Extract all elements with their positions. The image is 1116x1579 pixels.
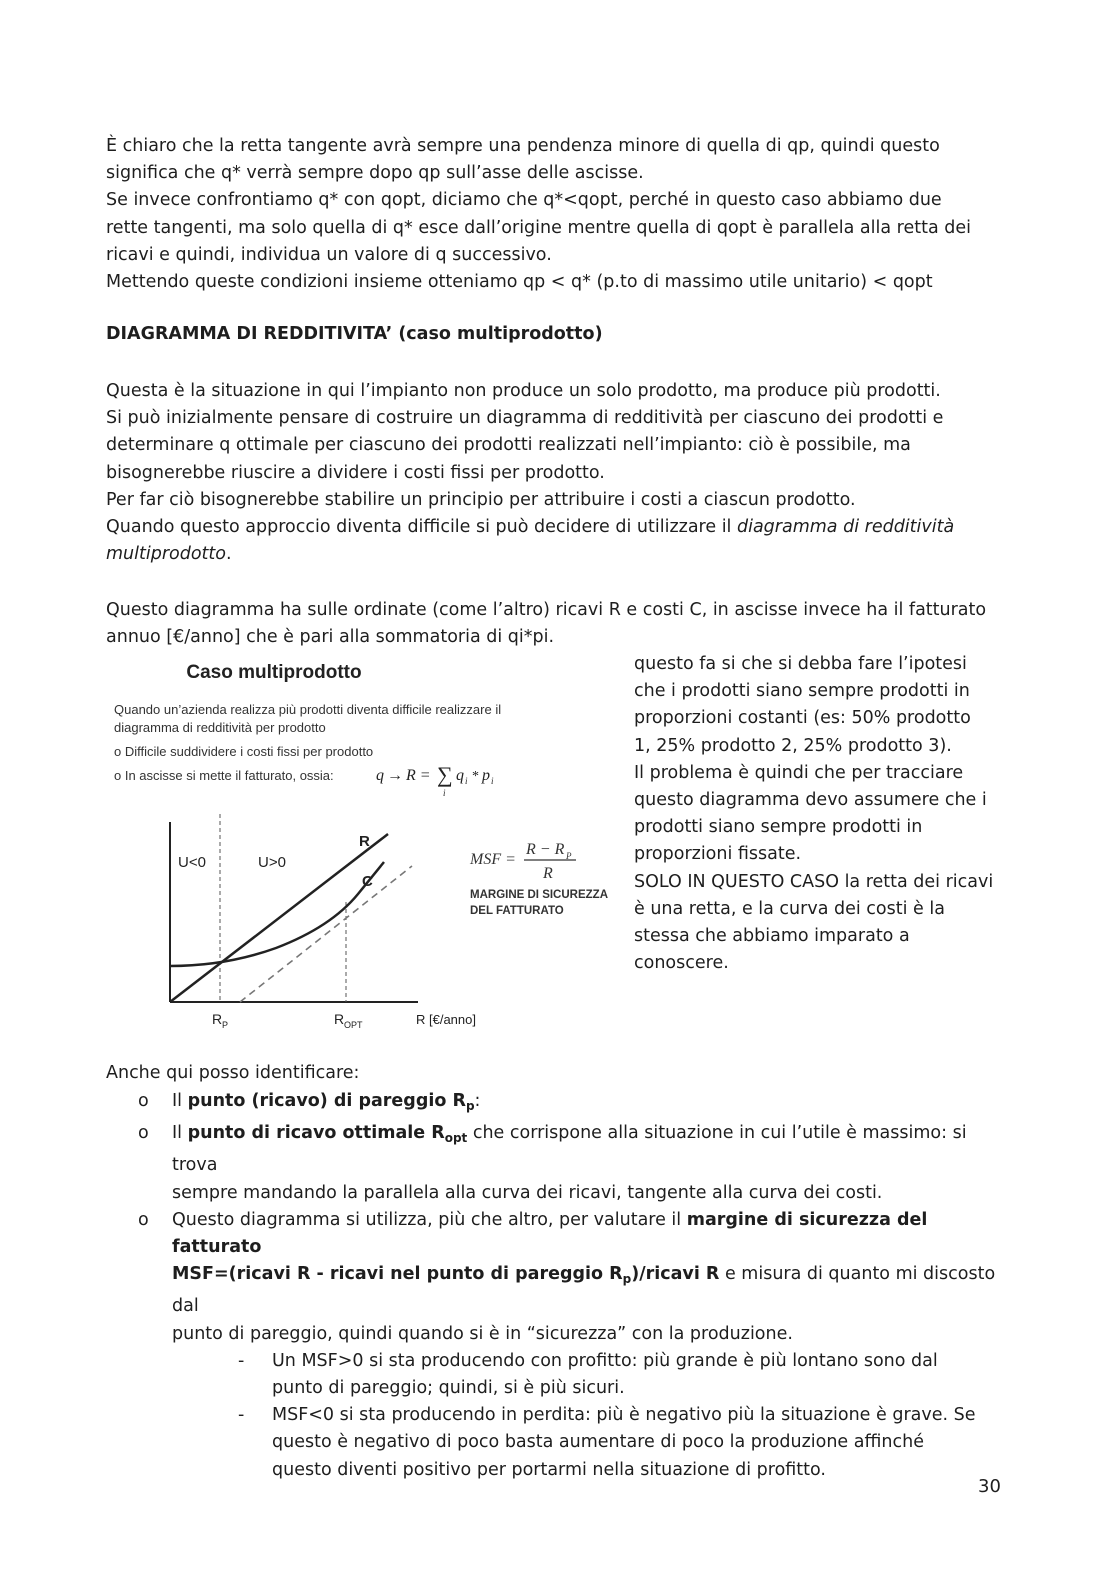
msf-caption: DEL FATTURATO bbox=[470, 905, 564, 917]
text-run: e misura di quanto mi discosto dal bbox=[172, 1264, 996, 1317]
msf-denominator: R bbox=[543, 865, 553, 882]
text-line bbox=[106, 541, 1006, 568]
text-run: Quando questo approccio diventa difficile si può decidere di utilizzare il bbox=[106, 517, 737, 538]
bold-term: )/ricavi R bbox=[631, 1264, 720, 1285]
bullet-marker: o bbox=[138, 1091, 149, 1111]
multiproduct-paragraph bbox=[106, 378, 1006, 568]
revenue-line-label: R bbox=[359, 833, 370, 850]
figure-bullet: o In ascisse si mette il fatturato, ossia: bbox=[114, 768, 334, 783]
figure-desc-line: Quando un’azienda realizza più prodotti diventa difficile realizzare il bbox=[114, 702, 502, 717]
text-line: Il problema è quindi che per tracciare bbox=[634, 762, 964, 783]
bullet-marker: o bbox=[138, 1123, 149, 1144]
text-line: SOLO IN QUESTO CASO la retta dei ricavi bbox=[634, 871, 994, 892]
text-line: determinare q ottimale per ciascuno dei prodotti realizzati nell’impianto: ciò è possibile, ma bbox=[106, 435, 911, 456]
formula-q: q bbox=[376, 767, 384, 784]
tangent-dashed-line bbox=[240, 866, 412, 1002]
msf-numerator: R − R bbox=[526, 841, 565, 858]
text-line: Per far ciò bisognerebbe stabilire un principio per attribuire i costi a ciascun prodotto. bbox=[106, 489, 856, 510]
text-line: Se invece confrontiamo q* con qopt, diciamo che q*<qopt, perché in questo caso abbiamo due bbox=[106, 190, 942, 211]
text-line: rette tangenti, ma solo quella di q* esce dall’origine mentre quella di qopt è parallela alla retta dei bbox=[106, 217, 971, 238]
text-line: che i prodotti siano sempre prodotti in bbox=[634, 681, 970, 702]
text-run: . bbox=[225, 544, 232, 565]
text-run: Il bbox=[172, 1091, 188, 1111]
msf-numerator-subscript: P bbox=[566, 851, 572, 861]
figure-title: Caso multiprodotto bbox=[186, 662, 362, 683]
text-line: bisognerebbe riuscire a dividere i costi fissi per prodotto. bbox=[106, 462, 605, 483]
dash-marker: - bbox=[238, 1350, 245, 1371]
formula-pi: p bbox=[482, 767, 490, 784]
subscript: p bbox=[622, 1272, 632, 1287]
figure-bullet: o Difficile suddividere i costi fissi per prodotto bbox=[114, 744, 374, 759]
formula-arrow: → bbox=[387, 767, 403, 784]
text-line: proporzioni costanti (es: 50% prodotto bbox=[634, 708, 971, 729]
text-line: proporzioni fissate. bbox=[634, 844, 802, 865]
figure-desc-line: diagramma di redditività per prodotto bbox=[114, 720, 326, 735]
text-line: stessa che abbiamo imparato a bbox=[634, 926, 910, 947]
text-run: Il bbox=[172, 1123, 188, 1144]
formula-qi: q bbox=[456, 767, 464, 784]
x-tick-subscript: P bbox=[222, 1020, 229, 1030]
text-line: annuo [€/anno] che è pari alla sommatoria di qi*pi. bbox=[106, 627, 555, 648]
text-line: è una retta, e la curva dei costi è la bbox=[634, 898, 945, 919]
subscript: p bbox=[465, 1099, 475, 1113]
formula-subscript: i bbox=[491, 776, 494, 786]
side-paragraph bbox=[634, 651, 1014, 977]
bold-term: punto di ricavo ottimale R bbox=[187, 1123, 445, 1144]
msf-caption: MARGINE DI SICUREZZA bbox=[470, 889, 608, 901]
bold-term: MSF=(ricavi R - ricavi nel punto di pareggio R bbox=[172, 1264, 623, 1285]
italic-term: multiprodotto bbox=[106, 544, 226, 565]
profit-region-label: U>0 bbox=[258, 854, 286, 871]
text-line bbox=[106, 514, 1006, 541]
text-line: significa che q* verrà sempre dopo qp sull’asse delle ascisse. bbox=[106, 163, 644, 184]
loss-region-label: U<0 bbox=[178, 854, 206, 871]
revenue-formula bbox=[376, 762, 494, 798]
text-line: conoscere. bbox=[634, 953, 729, 974]
x-tick-subscript: OPT bbox=[344, 1020, 363, 1030]
text-line: Questo diagramma ha sulle ordinate (come l’altro) ricavi R e costi C, in ascisse invece ha il fatturato bbox=[106, 600, 987, 620]
text-line: MSF<0 si sta producendo in perdita: più è negativo più la situazione è grave. Se bbox=[272, 1405, 976, 1426]
italic-term: diagramma di redditività bbox=[736, 517, 955, 538]
bullet-list bbox=[134, 1088, 1014, 1484]
text-line: Un MSF>0 si sta producendo con profitto: più grande è più lontano sono dal bbox=[272, 1350, 938, 1371]
list-intro: Anche qui posso identificare: bbox=[106, 1063, 360, 1083]
text-line: questo diagramma devo assumere che i bbox=[634, 790, 987, 811]
text-line: ricavi e quindi, individua un valore di q successivo. bbox=[106, 244, 552, 265]
text-run: che corrispone alla situazione in cui l’utile è massimo: si trova bbox=[172, 1123, 967, 1176]
text-line: punto di pareggio, quindi quando si è in “sicurezza” con la produzione. bbox=[172, 1323, 793, 1344]
text-line: sempre mandando la parallela alla curva dei ricavi, tangente alla curva dei costi. bbox=[172, 1182, 883, 1203]
page-number: 30 bbox=[978, 1476, 1001, 1497]
x-tick-breakeven: R bbox=[212, 1011, 223, 1027]
axes-paragraph bbox=[106, 597, 1006, 651]
formula-r: R = bbox=[406, 767, 431, 784]
sub-list-item bbox=[134, 1402, 1014, 1484]
text-line: prodotti siano sempre prodotti in bbox=[634, 817, 923, 838]
bullet-marker: o bbox=[138, 1209, 149, 1230]
text-run: : bbox=[474, 1091, 481, 1111]
msf-lhs: MSF = bbox=[470, 851, 516, 868]
cost-curve bbox=[170, 862, 384, 966]
bold-term: punto (ricavo) di pareggio R bbox=[187, 1091, 466, 1111]
text-line: Mettendo queste condizioni insieme otteniamo qp < q* (p.to di massimo utile unitario) < qopt bbox=[106, 272, 933, 293]
formula-sum-index: i bbox=[443, 788, 446, 798]
text-line: Si può inizialmente pensare di costruire un diagramma di redditività per ciascuno dei prodotti e bbox=[106, 408, 944, 429]
list-item bbox=[134, 1207, 1014, 1348]
text-line: questo è negativo di poco basta aumentare di poco la produzione affinché bbox=[272, 1432, 924, 1453]
dash-marker: - bbox=[238, 1405, 245, 1426]
text-line: È chiaro che la retta tangente avrà sempre una pendenza minore di quella di qp, quindi questo bbox=[106, 136, 940, 156]
list-item bbox=[134, 1088, 1014, 1120]
cost-curve-label: C bbox=[362, 873, 373, 890]
text-line: 1, 25% prodotto 2, 25% prodotto 3). bbox=[634, 735, 952, 756]
formula-subscript: i bbox=[465, 776, 468, 786]
subscript: opt bbox=[444, 1131, 468, 1146]
list-item bbox=[134, 1120, 1014, 1207]
intro-paragraph bbox=[106, 133, 1006, 296]
text-line: punto di pareggio; quindi, si è più sicuri. bbox=[272, 1378, 625, 1399]
text-line: questo diventi positivo per portarmi nella situazione di profitto. bbox=[272, 1459, 826, 1480]
formula-sum: ∑ bbox=[437, 762, 453, 787]
text-run: Questo diagramma si utilizza, più che altro, per valutare il bbox=[172, 1209, 687, 1230]
sub-list-item bbox=[134, 1348, 1014, 1402]
text-line: Questa è la situazione in qui l’impianto non produce un solo prodotto, ma produce più prodotti. bbox=[106, 381, 941, 401]
section-heading: DIAGRAMMA DI REDDITIVITA’ (caso multiprodotto) bbox=[106, 324, 603, 344]
x-tick-optimal: R bbox=[334, 1011, 345, 1027]
x-axis-label: R [€/anno] bbox=[416, 1012, 476, 1027]
text-line: questo fa si che si debba fare l’ipotesi bbox=[634, 654, 967, 674]
formula-times: * bbox=[472, 769, 479, 784]
bold-term: margine di sicurezza del fatturato bbox=[172, 1209, 928, 1258]
multiproduct-figure bbox=[106, 654, 618, 1036]
msf-formula bbox=[469, 841, 608, 917]
